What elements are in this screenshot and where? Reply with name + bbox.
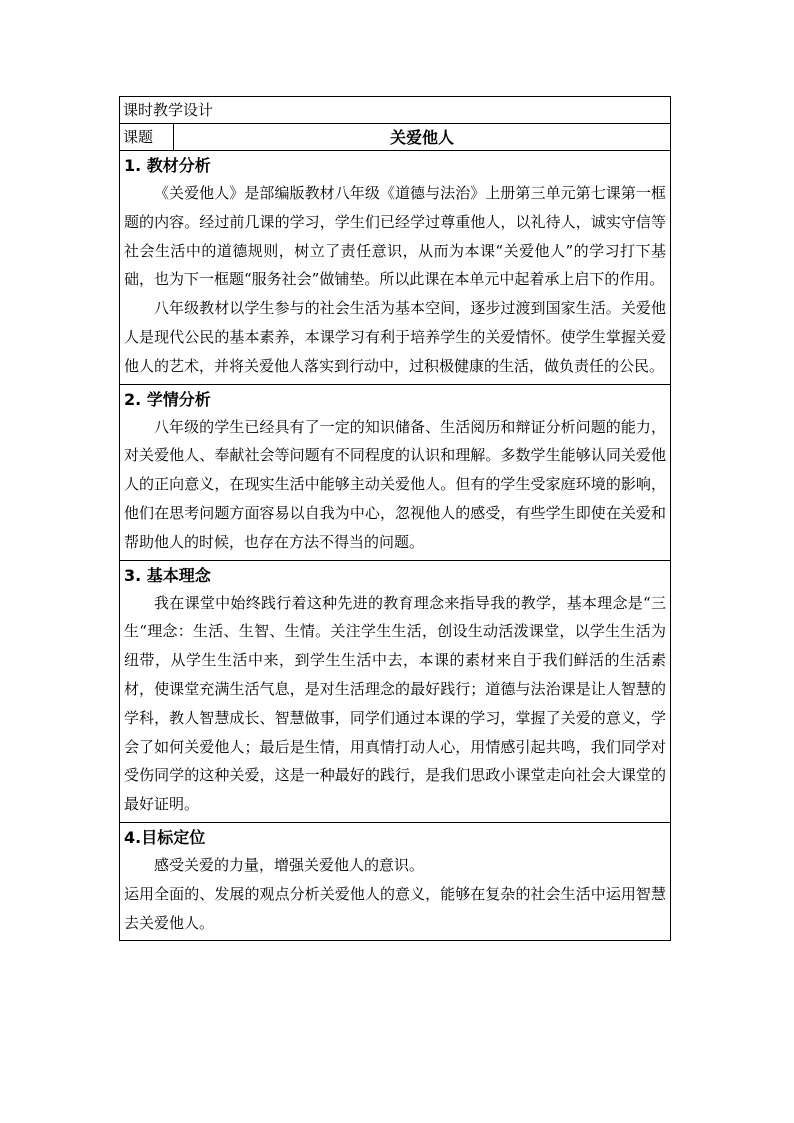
section-heading: 3. 基本理念: [124, 565, 211, 585]
title-row: [120, 124, 670, 151]
section-paragraph: 八年级教材以学生参与的社会生活为基本空间，逐步过渡到国家生活。关爱他人是现代公民的基本素养，本课学习有利于培养学生的关爱情怀。使学生掌握关爱他人的艺术，并将关爱他人落实到行动中，过积极健康的生活，做负责任的公民。: [124, 299, 666, 375]
section-textbook-analysis: [120, 151, 670, 385]
section-basic-concept: [120, 561, 670, 823]
section-paragraph: 我在课堂中始终践行着这种先进的教育理念来指导我的教学，基本理念是“三生“理念：生活、生智、生情。关注学生生活，创设生动活泼课堂，以学生生活为纽带，从学生生活中来，到学生生活中去，本课的素材来自于我们鲜活的生活素材，使课堂充满生活气息，是对生活理念的最好践行；道德与法治课是让人智慧的学科，教人智慧成长、智慧做事，同学们通过本课的学习，掌握了关爱的意义，学会了如何关爱他人；最后是生情，用真情打动人心，用情感引起共鸣，我们同学对受伤同学的这种关爱，这是一种最好的践行，是我们思政小课堂走向社会大课堂的最好证明。: [124, 593, 666, 814]
section-heading: 1. 教材分析: [124, 156, 211, 175]
section-paragraph: 运用全面的、发展的观点分析关爱他人的意义，能够在复杂的社会生活中运用智慧去关爱他人。: [124, 884, 666, 932]
section-paragraph: 八年级的学生已经具有了一定的知识储备、生活阅历和辩证分析问题的能力，对关爱他人、奉献社会等问题有不同程度的认识和理解。多数学生能够认同关爱他人的正向意义，在现实生活中能够主动关爱他人。但有的学生受家庭环境的影响，他们在思考问题方面容易以自我为中心，忽视他人的感受，有些学生即使在关爱和帮助他人的时候，也存在方法不得当的问题。: [124, 417, 666, 551]
lesson-design-table: [119, 96, 671, 941]
section-student-analysis: [120, 385, 670, 561]
title-label: 课题: [120, 124, 174, 150]
table-header: 课时教学设计: [120, 97, 670, 124]
section-heading: 2. 学情分析: [124, 389, 211, 409]
lesson-title: 关爱他人: [389, 128, 454, 147]
section-paragraph: 《关爱他人》是部编版教材八年级《道德与法治》上册第三单元第七课第一框题的内容。经过前几课的学习，学生们已经学过尊重他人，以礼待人，诚实守信等社会生活中的道德规则，树立了责任意识，从而为本课“关爱他人”的学习打下基础，也为下一框题“服务社会”做铺垫。所以此课在本单元中起着承上启下的作用。: [124, 184, 666, 289]
section-goal-positioning: [120, 823, 670, 940]
section-heading: 4.目标定位: [124, 827, 206, 847]
section-paragraph: 感受关爱的力量，增强关爱他人的意识。: [154, 855, 425, 874]
